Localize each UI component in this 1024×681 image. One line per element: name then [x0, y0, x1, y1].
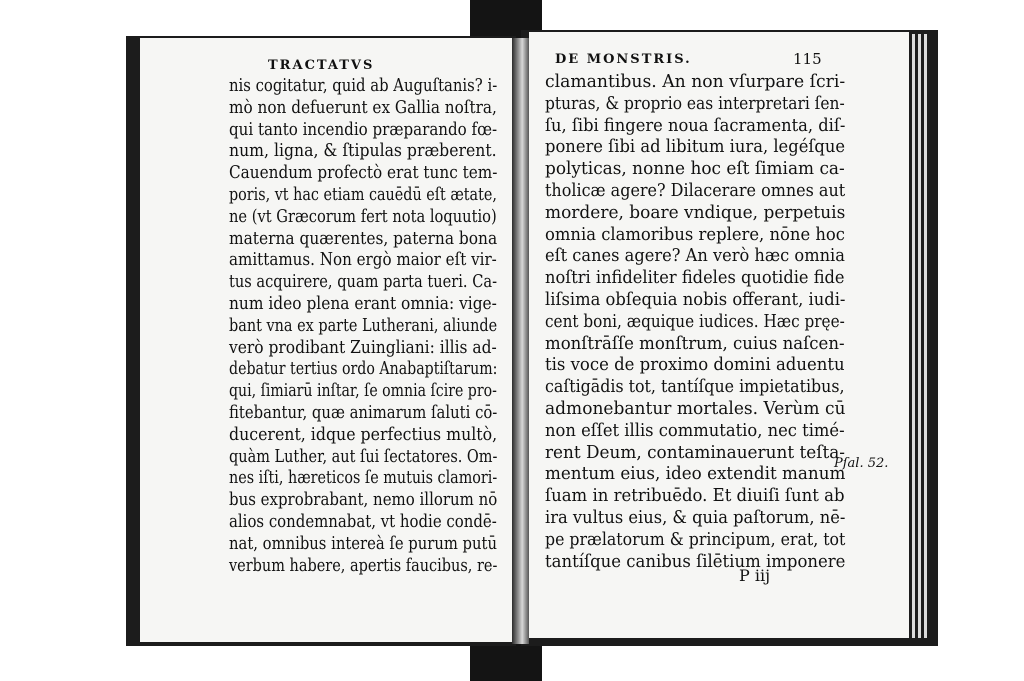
text-line: num ideo plena erant omnia: vige- [229, 293, 497, 314]
text-line: amittamus. Non ergò maior eſt vir- [229, 250, 497, 271]
text-line: bus exprobrabant, nemo illorum nō [229, 490, 498, 511]
text-line: ira vultus eius, & quia paſtorum, nē- [545, 507, 846, 528]
text-line: non eſſet illis commutatio, nec timé- [545, 420, 845, 441]
text-line: poris, vt hac etiam cauēdū eſt ætate, [229, 184, 497, 205]
text-line: quàm Luther, aut ſui ſectatores. Om- [229, 446, 498, 467]
signature-mark: P iij [739, 566, 771, 585]
text-line: ſu, ſibi fingere noua ſacramenta, diſ- [545, 115, 846, 136]
left-page [140, 38, 512, 642]
text-line: nes iſti, hæreticos ſe mutuis clamori- [229, 468, 498, 489]
text-line: clamantibus. An non vſurpare ſcri- [545, 72, 846, 92]
right-page-text [545, 72, 891, 573]
text-line: qui, ſimiarū inſtar, ſe omnia ſcire pro- [229, 381, 497, 402]
marginal-note: Pſal. 52. [834, 456, 889, 471]
text-line: noſtri infideliter fideles quotidie fide [545, 268, 845, 289]
book-gutter [512, 38, 529, 644]
text-line: mentum eius, ideo extendit manum [545, 464, 846, 485]
text-line: mò non defuerunt ex Gallia noſtra, [229, 97, 497, 118]
text-line: pe prælatorum & principum, erat, tot [545, 529, 846, 550]
text-line: Cauendum profectò erat tunc tem- [229, 163, 498, 184]
text-line: nis cogitatur, quid ab Auguſtanis? i- [229, 76, 498, 96]
text-line: liſsima obſequia nobis offerant, iudi- [545, 289, 846, 310]
text-line: verò prodibant Zuingliani: illis ad- [229, 337, 497, 358]
text-line: tis voce de proximo domini aduentu [545, 355, 845, 376]
text-line: ponere ſibi ad libitum iura, legéſque [545, 137, 846, 158]
left-page-text [229, 76, 512, 577]
text-line: cent boni, æquique iudices. Hæc pręe- [545, 311, 845, 332]
text-line: tholicæ agere? Dilacerare omnes aut [545, 180, 846, 201]
text-line: verbum habere, apertis faucibus, re- [229, 555, 498, 576]
text-line: ſuam in retribuēdo. Et diuiſi ſunt ab [545, 486, 845, 507]
text-line: pturas, & proprio eas interpretari ſen- [545, 93, 845, 114]
text-line: nat, omnibus intereà ſe purum putū [229, 533, 497, 554]
text-line: tus acquirere, quam parta tueri. Ca- [229, 272, 498, 293]
text-line: ne (vt Græcorum fert nota loquutio) [229, 206, 497, 227]
text-line: qui tanto incendio præparando fœ- [229, 119, 498, 140]
right-page [529, 32, 909, 638]
text-line: fitebantur, quæ animarum ſaluti cō- [229, 402, 498, 423]
text-line: mordere, boare vndique, perpetuis [545, 202, 846, 223]
text-line: bant vna ex parte Lutherani, aliunde [229, 315, 498, 336]
text-line: debatur tertius ordo Anabaptiſtarum: [229, 359, 498, 380]
page-edge [918, 34, 921, 638]
text-line: admonebantur mortales. Verùm cū [545, 398, 846, 419]
text-line: polyticas, nonne hoc eſt ſimiam ca- [545, 159, 845, 180]
bookmark-ribbon-bottom [470, 640, 542, 681]
text-line: rent Deum, contaminauerunt teſta- [545, 442, 845, 463]
text-line: tantíſque canibus ſilētium imponere [545, 551, 846, 572]
text-line: num, ligna, & ſtipulas præberent. [229, 141, 497, 162]
text-line: monſtrāſſe monſtrum, cuius naſcen- [545, 333, 845, 354]
open-book [126, 30, 938, 646]
page-number: 115 [793, 50, 822, 68]
text-line: omnia clamoribus replere, nōne hoc [545, 224, 845, 245]
text-line: materna quærentes, paterna bona [229, 228, 498, 249]
running-head-right: DE MONSTRIS. [555, 52, 692, 67]
text-line: caſtigādis tot, tantíſque impietatibus, [545, 377, 845, 398]
text-line: eſt canes agere? An verò hæc omnia [545, 246, 845, 267]
page-edge [912, 34, 915, 638]
text-line: alios condemnabat, vt hodie condē- [229, 511, 497, 532]
running-head-left: TRACTATVS [268, 58, 375, 73]
text-line: ducerent, idque perfectius multò, [229, 424, 498, 445]
page-edge [924, 34, 927, 638]
